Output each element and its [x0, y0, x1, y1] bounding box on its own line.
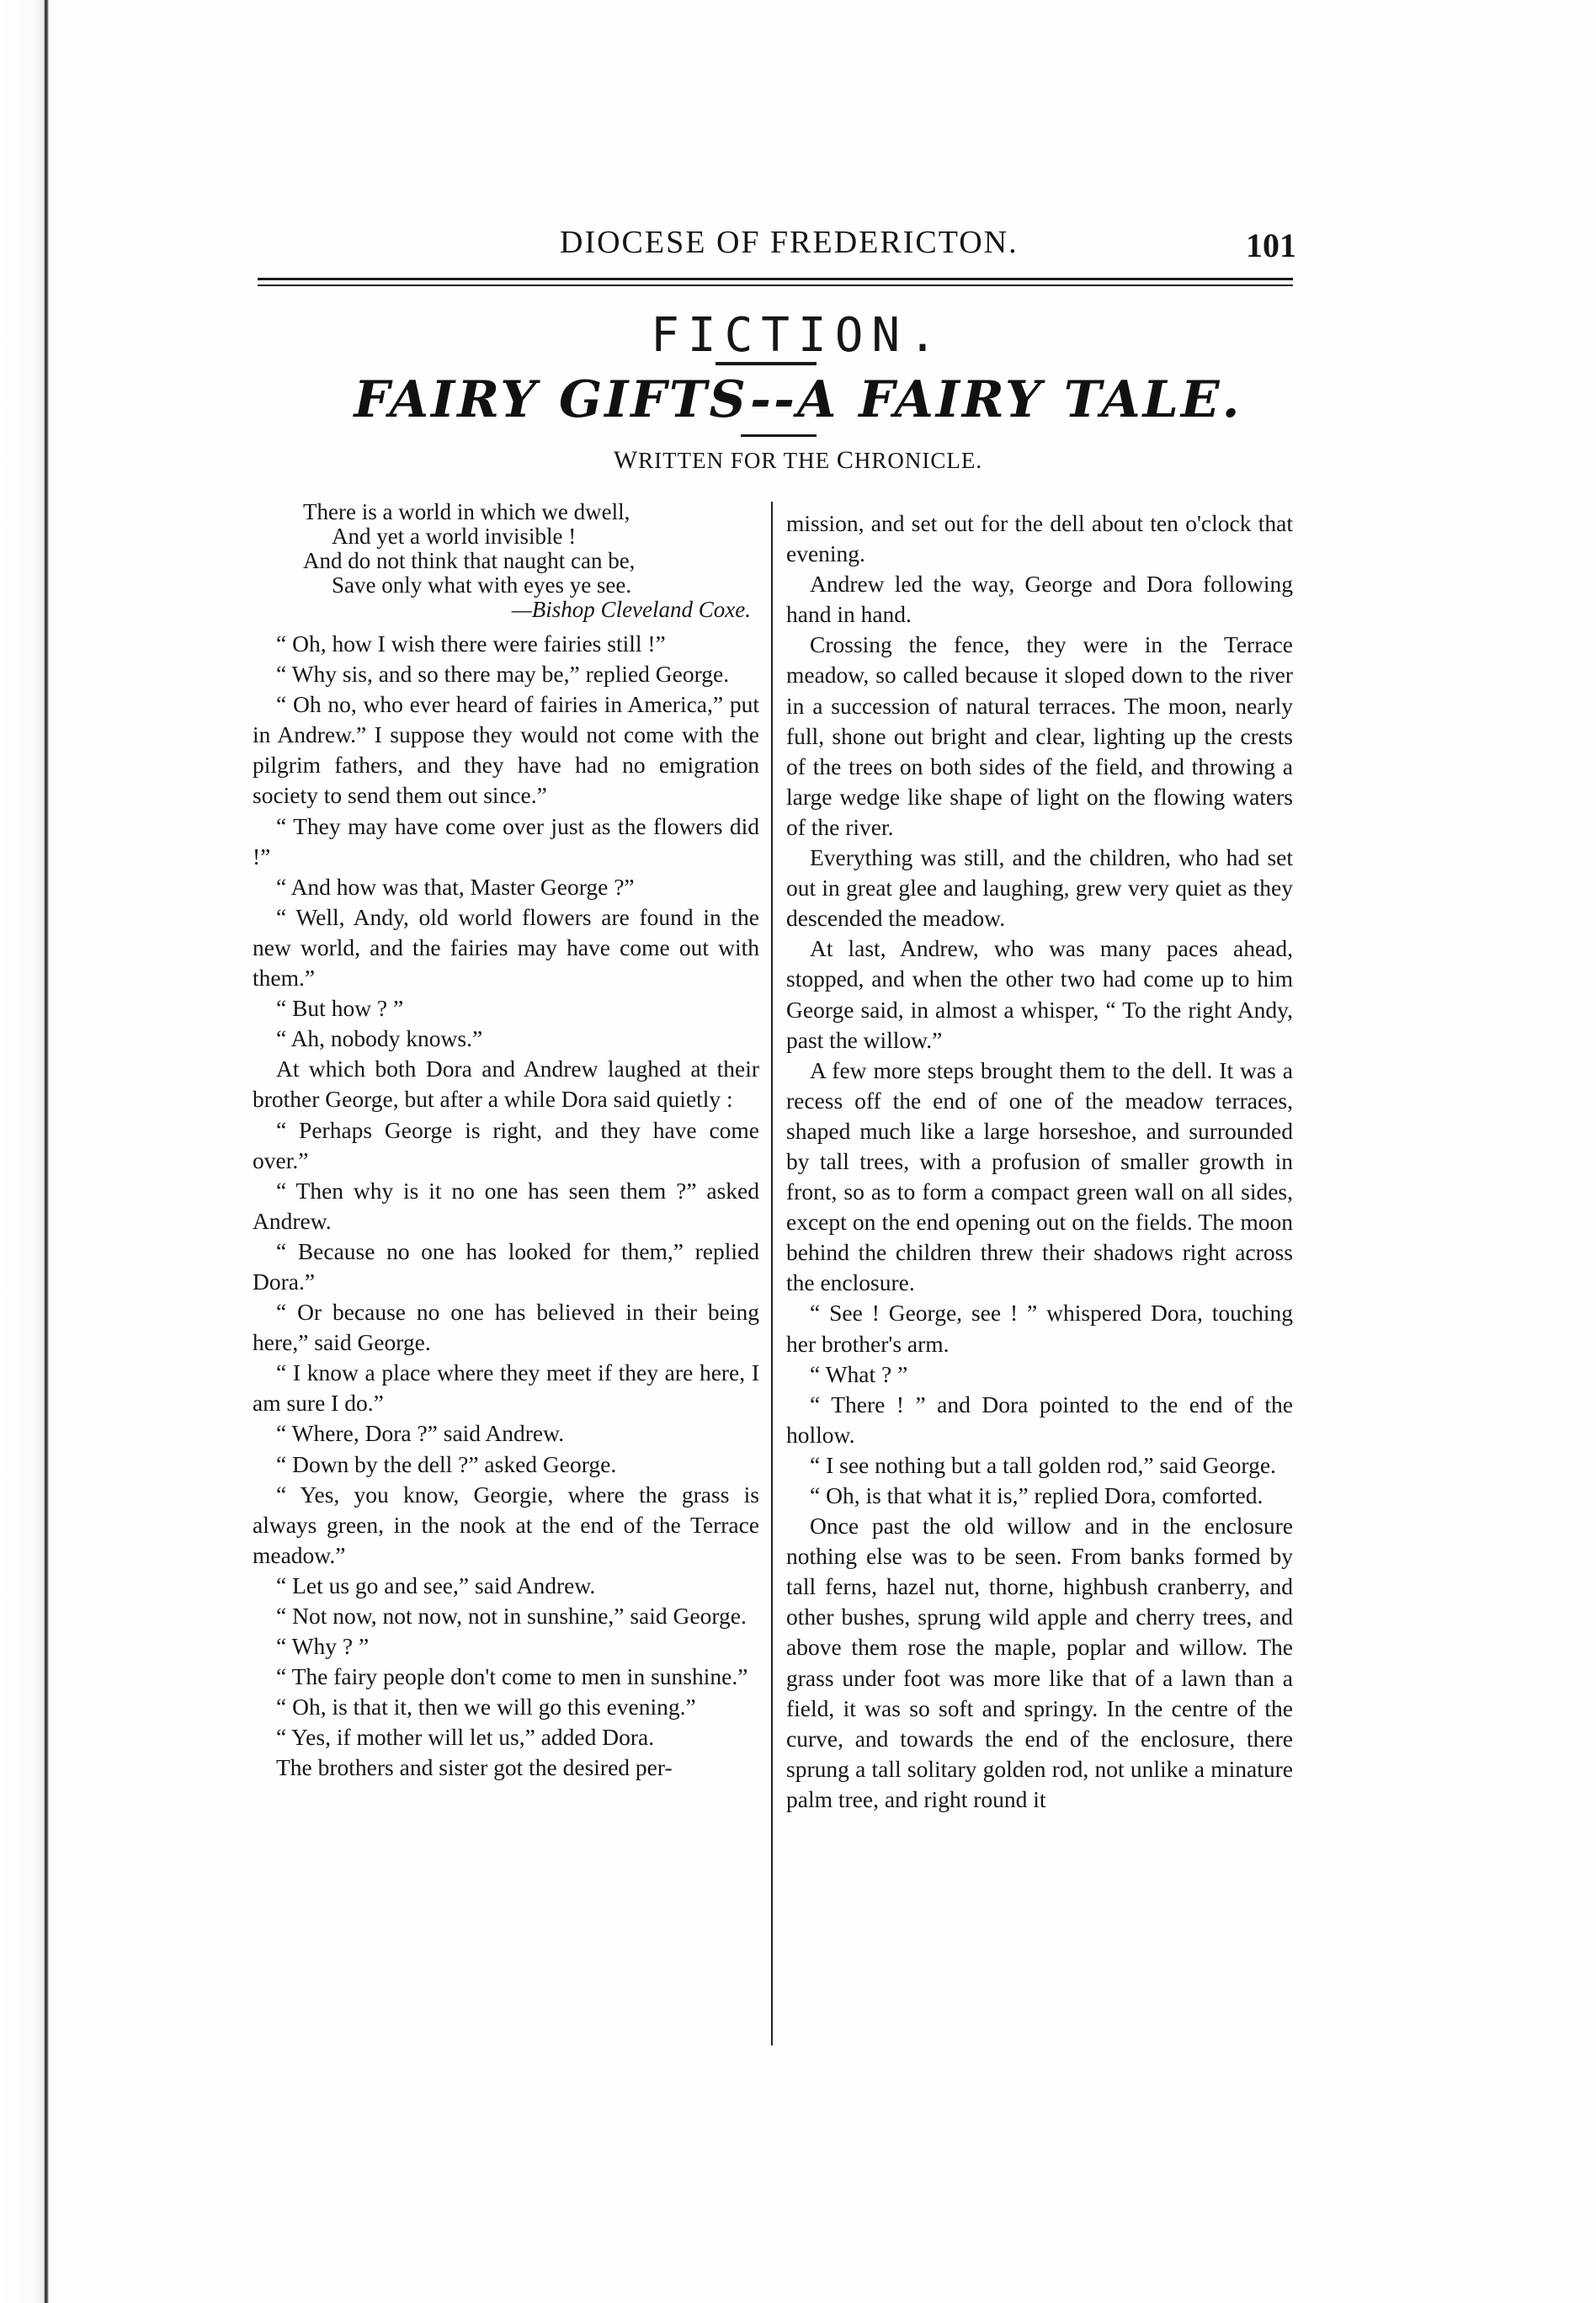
- paragraph: A few more steps brought them to the dell. It was a recess off the end of one of the meadow terraces, shaped much like a large horseshoe, and surrounded by tall trees, with a profusion of smaller growth in front, so as to form a compact green wall on all sides, except on the end opening out on the fields. The moon behind the children threw their shadows right across the enclosure.: [786, 1056, 1293, 1296]
- page-number: 101: [1246, 226, 1296, 264]
- paragraph: “ Oh, is that it, then we will go this evening.”: [276, 1694, 696, 1721]
- poem-line: And do not think that naught can be,: [303, 548, 636, 573]
- left-column: [253, 500, 759, 1784]
- poem-line: Save only what with eyes ye see.: [332, 572, 632, 598]
- paragraph: “ Where, Dora ?” said Andrew.: [276, 1420, 565, 1447]
- byline-chronicle: HRONICLE.: [854, 448, 983, 473]
- paragraph: “ What ? ”: [810, 1360, 908, 1387]
- paragraph: “ Yes, if mother will let us,” added Dora.: [276, 1724, 655, 1751]
- header-rule: [258, 278, 1293, 280]
- paragraph: “ Down by the dell ?” asked George.: [276, 1450, 617, 1477]
- paragraph: At last, Andrew, who was many paces ahead, stopped, and when the other two had come up to him George said, in almost a whisper, “ To the right Andy, past the willow.”: [786, 935, 1293, 1053]
- section-title: FICTION.: [651, 308, 945, 363]
- paragraph: Once past the old willow and in the enclosure nothing else was to be seen. From banks formed by tall ferns, hazel nut, thorne, highbush cranberry, and other bushes, sprung wild apple and cherry trees, and above them rose the maple, poplar and willow. The grass under foot was more like that of a lawn than a field, it was so soft and springy. In the centre of the curve, and towards the end of the enclosure, there sprung a tall solitary golden rod, not unlike a minature palm tree, and right round it: [786, 1513, 1293, 1812]
- section-rule: [716, 362, 817, 365]
- paragraph: “ The fairy people don't come to men in sunshine.”: [276, 1663, 748, 1690]
- byline-cap-c: C: [836, 446, 854, 474]
- paragraph: “ Why sis, and so there may be,” replied George.: [276, 661, 730, 688]
- paragraph: The brothers and sister got the desired per-: [276, 1754, 673, 1781]
- paragraph: “ Why ? ”: [276, 1633, 370, 1660]
- paragraph: Everything was still, and the children, who had set out in great glee and laughing, grew very quiet as they descended the meadow.: [786, 844, 1293, 932]
- title-rule: [741, 434, 817, 437]
- paragraph: “ I see nothing but a tall golden rod,” said George.: [810, 1451, 1276, 1478]
- paragraph: “ See ! George, see ! ” whispered Dora, touching her brother's arm.: [786, 1300, 1293, 1357]
- right-paragraphs: [786, 569, 1293, 1815]
- column-divider: [771, 502, 773, 2045]
- header-rule-thin: [258, 285, 1293, 286]
- paragraph: “ Then why is it no one has seen them ?” asked Andrew.: [253, 1177, 759, 1234]
- epigraph-poem: [303, 500, 759, 622]
- paragraph: “ Perhaps George is right, and they have come over.”: [253, 1116, 759, 1173]
- paragraph-continuation: mission, and set out for the dell about ten o'clock that evening.: [786, 510, 1293, 567]
- paragraph: “ Because no one has looked for them,” replied Dora.”: [253, 1237, 759, 1295]
- paragraph: “ Oh no, who ever heard of fairies in America,” put in Andrew.” I suppose they would not come with the pilgrim fathers, and they have had no emigration society to send them out since.”: [253, 691, 759, 809]
- paragraph: “ There ! ” and Dora pointed to the end of the hollow.: [786, 1391, 1293, 1448]
- poem-attribution: —Bishop Cleveland Coxe.: [511, 597, 751, 622]
- story-title: FAIRY GIFTS--A FAIRY TALE.: [354, 370, 1242, 429]
- paragraph: “ Let us go and see,” said Andrew.: [276, 1572, 596, 1598]
- running-header: [253, 224, 1296, 274]
- paragraph: “ Oh, is that what it is,” replied Dora, comforted.: [810, 1482, 1264, 1508]
- paragraph: “ Oh, how I wish there were fairies still !”: [276, 630, 666, 657]
- paragraph: “ And how was that, Master George ?”: [276, 873, 635, 900]
- paragraph: “ But how ? ”: [276, 995, 404, 1022]
- byline: [0, 446, 1596, 475]
- byline-written: RITTEN FOR THE: [638, 448, 837, 473]
- running-head: DIOCESE OF FREDERICTON.: [560, 225, 1019, 260]
- paragraph: “ Or because no one has believed in their being here,” said George.: [253, 1299, 759, 1356]
- paragraph: Crossing the fence, they were in the Terrace meadow, so called because it sloped down to the river in a succession of natural terraces. The moon, nearly full, shone out bright and clear, lighting up the crests of the trees on both sides of the field, and throwing a large wedge like shape of light on the flowing waters of the river.: [786, 631, 1293, 840]
- paragraph: “ They may have come over just as the flowers did !”: [253, 812, 759, 870]
- poem-line: And yet a world invisible !: [332, 524, 577, 549]
- paragraph: “ Not now, not now, not in sunshine,” said George.: [276, 1603, 747, 1629]
- paragraph: “ Ah, nobody knows.”: [276, 1025, 483, 1052]
- paragraph: Andrew led the way, George and Dora following hand in hand.: [786, 571, 1293, 628]
- left-paragraphs: [253, 629, 759, 1784]
- paragraph: At which both Dora and Andrew laughed at their brother George, but after a while Dora said quietly :: [253, 1056, 759, 1113]
- right-column: [786, 508, 1293, 1815]
- byline-cap-w: W: [613, 446, 639, 474]
- paragraph: “ Yes, you know, Georgie, where the grass is always green, in the nook at the end of the Terrace meadow.”: [253, 1481, 759, 1568]
- paragraph: “ I know a place where they meet if they are here, I am sure I do.”: [253, 1359, 759, 1417]
- paragraph: “ Well, Andy, old world flowers are found in the new world, and the fairies may have come out with them.”: [253, 903, 759, 992]
- poem-line: There is a world in which we dwell,: [303, 499, 630, 524]
